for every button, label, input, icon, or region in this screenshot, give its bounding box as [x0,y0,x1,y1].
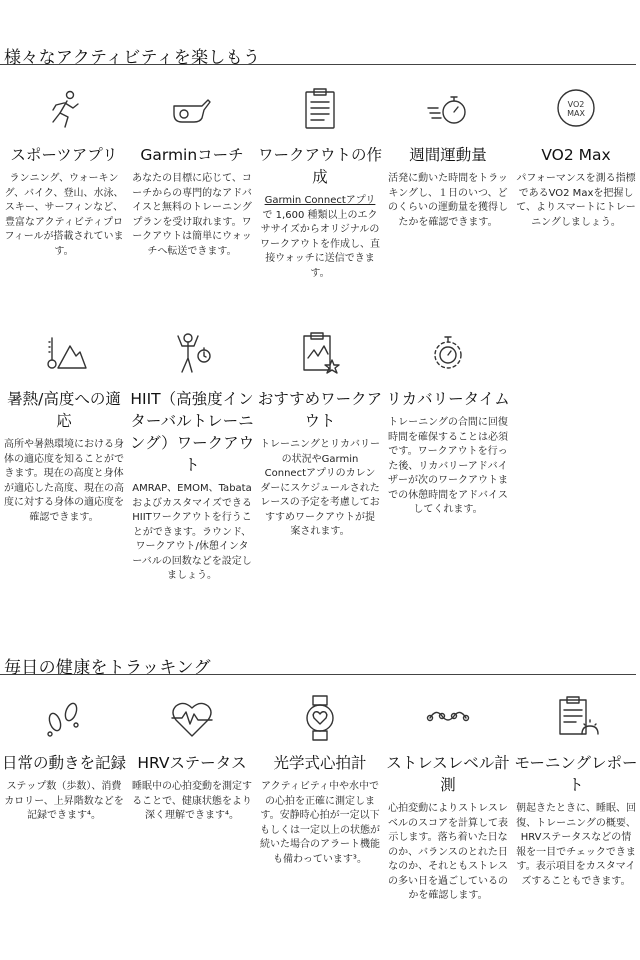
section-title-health: 毎日の健康をトラッキング [4,658,211,678]
garmin-connect-link[interactable]: Garmin Connectアプリ [264,195,376,206]
recovery-timer-icon [424,330,472,378]
feature-title: HRVステータス [137,754,247,772]
feature-description-text: で 1,600 種類以上のエクササイズからオリジナルのワークアウトを作成し、直接ウォッチに送信できます。 [260,209,380,279]
feature-title: おすすめワークアウト [257,390,383,430]
feature-description: トレーニングの合間に回復時間を確保することは必須です。ワークアウトを行った後、リカバリーアドバイザーが次のワークアウトまでの休憩時間をアドバイスしてくれます。 [388,417,508,515]
feature-description: アクティビティ中や水中での心拍を正確に測定します。安静時心拍が一定以下もしくは一定以上の状態が続いた場合のアラート機能も備わっています³。 [260,781,380,865]
feature-title: モーニングレポート [514,754,638,794]
feature-title: 日常の動きを記録 [1,754,126,772]
feature-description: 心拍変動によりストレスレベルのスコアを計算して表示します。落ち着いた日なのか、バランスのとれた日なのか、それともストレスの多い日を過ごしているのかを確認します。 [388,803,508,901]
feature-description: パフォーマンスを測る指標であるVO2 Maxを把握して、よりスマートにトレーニングしましょう。 [516,173,636,228]
feature-garmin-coach [128,86,256,259]
feature-title: HIIT（高強度インターバルトレーニング）ワークアウト [129,390,255,474]
feature-optical-hr [256,694,384,867]
feature-daily-activity [0,694,128,824]
feature-title: 暑熱/高度への適応 [7,390,121,430]
feature-description: トレーニングとリカバリーの状況やGarmin Connectアプリのカレンダーにスケジュールされたレースの予定を考慮しておすすめワークアウトが提案されます。 [260,439,380,537]
report-sun-icon [552,694,600,742]
whistle-icon [168,86,216,134]
feature-title: 光学式心拍計 [273,754,367,772]
svg-text:MAX: MAX [567,109,585,118]
clipboard-list-icon [296,86,344,134]
feature-title: ワークアウトの作成 [257,146,382,186]
feature-stress-tracking [384,694,512,904]
feature-recovery-time [384,330,512,518]
heart-wave-icon [168,694,216,742]
feature-description: 高所や暑熱環境における身体の適応度を知ることができます。現在の高度と身体が適応した高度、現在の高度に対する身体の適応度を確認できます。 [4,439,124,523]
feature-description [260,194,380,281]
thermometer-mountain-icon [40,330,88,378]
feature-vo2max [512,86,640,230]
feature-heat-altitude [0,330,128,525]
section-divider [0,674,636,675]
feature-suggested-workouts [256,330,384,540]
runner-icon [40,86,88,134]
watch-heart-icon [296,694,344,742]
stopwatch-speed-icon [424,86,472,134]
feature-description: 活発に動いた時間をトラッキングし、１日のいつ、どのくらいの運動量を獲得したかを確認できます。 [388,173,508,228]
feature-title: スポーツアプリ [10,146,118,164]
feature-title: ストレスレベル計測 [386,754,510,794]
feature-workout-creation [256,86,384,281]
stress-wave-icon [424,694,472,742]
feature-description: ランニング、ウォーキング、バイク、登山、水泳、スキー、サーフィンなど、豊富なアクティビティプロフィールが搭載されています。 [4,173,124,257]
feature-morning-report [512,694,640,889]
feature-description: あなたの目標に応じて、コーチからの専門的なアドバイスと無料のトレーニングプランを受け取れます。ワークアウトは簡単にウォッチへ転送できます。 [132,173,252,257]
svg-text:VO2: VO2 [567,100,585,109]
feature-description: 朝起きたときに、睡眠、回復、トレーニングの概要、HRVステータスなどの情報を一目でチェックできます。表示項目をカスタマイズすることもできます。 [516,803,636,887]
feature-sports-apps [0,86,128,259]
feature-description: ステップ数（歩数）、消費カロリー、上昇階数などを記録できます⁴。 [4,781,124,821]
feature-hiit [128,330,256,584]
feature-weekly-intensity [384,86,512,230]
feature-title: 週間運動量 [409,146,487,164]
clipboard-chart-star-icon [296,330,344,378]
vo2max-icon [552,86,600,134]
feature-description: AMRAP、EMOM、Tabataおよびカスタマイズできる HIITワークアウトを行うことができます。ラウンド、ワークアウト/休憩インターバルの回数などを設定しましょう。 [132,483,252,581]
athlete-timer-icon [168,330,216,378]
feature-title: リカバリータイム [386,390,510,408]
feature-hrv-status [128,694,256,824]
section-divider [0,64,636,65]
feature-title: Garminコーチ [140,146,244,164]
section-title-activities: 様々なアクティビティを楽しもう [4,48,261,68]
feature-description: 睡眠中の心拍変動を測定することで、健康状態をより深く理解できます⁴。 [132,781,252,821]
feature-title: VO2 Max [541,146,611,164]
footprints-icon [40,694,88,742]
